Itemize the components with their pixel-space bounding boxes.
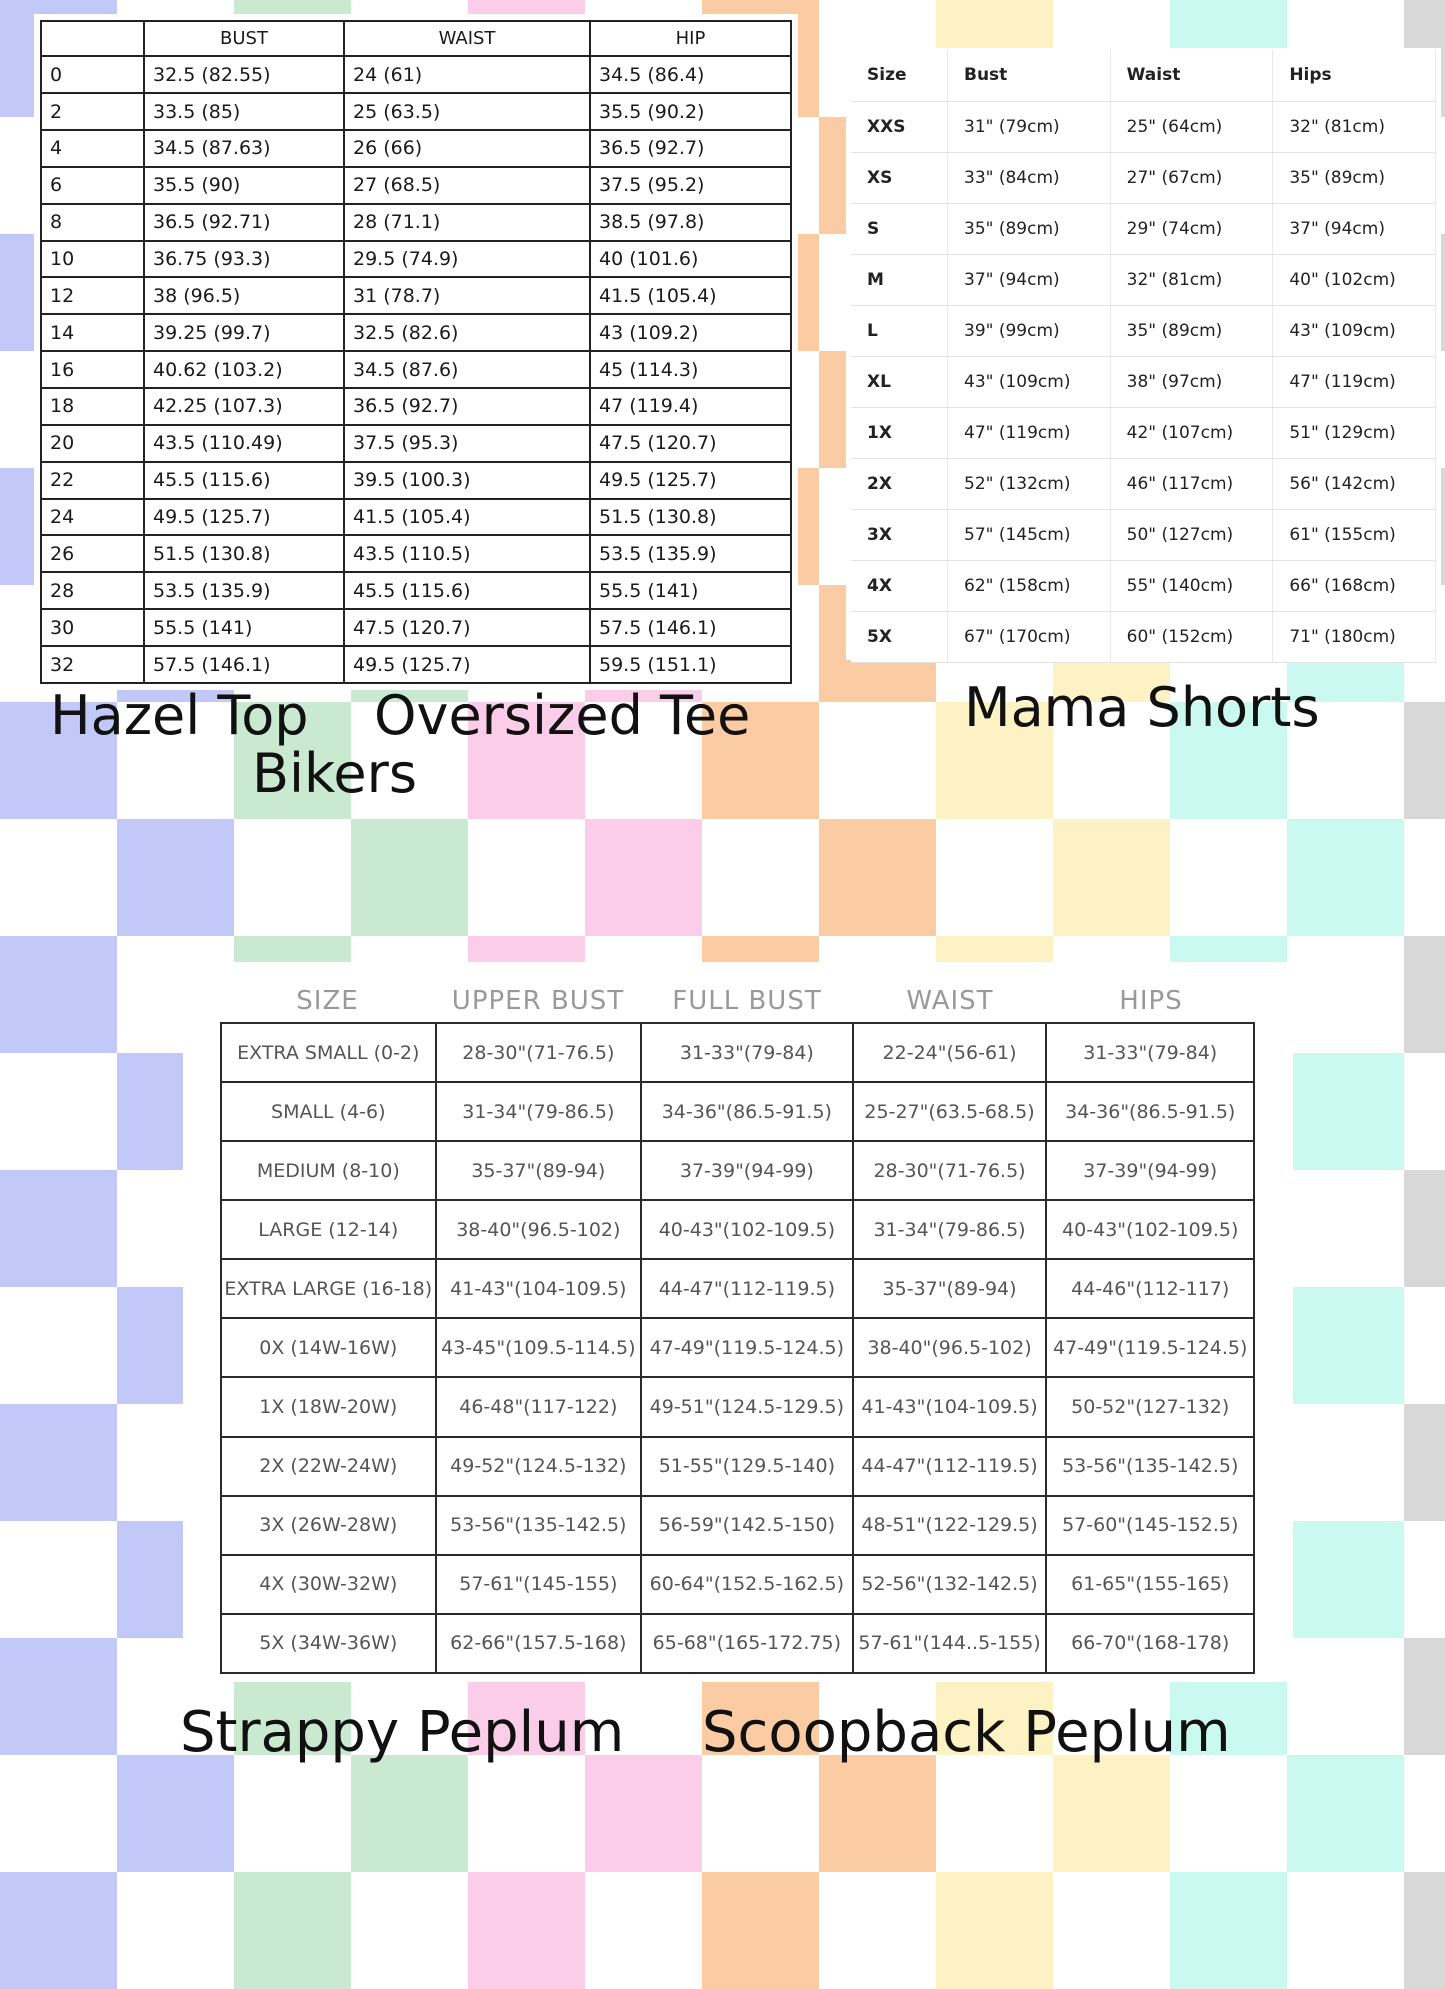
- measurement-cell: 24 (61): [344, 56, 590, 93]
- table-row: [41, 167, 791, 204]
- measurement-cell: 38-40"(96.5-102): [853, 1318, 1047, 1377]
- measurement-cell: 41.5 (105.4): [590, 277, 791, 314]
- measurement-cell: 53-56"(135-142.5): [1046, 1437, 1254, 1496]
- size-cell: 30: [41, 609, 144, 646]
- column-header: Waist: [1110, 50, 1273, 101]
- table-row: [41, 609, 791, 646]
- table-row: [851, 305, 1436, 356]
- measurement-cell: 51" (129cm): [1273, 407, 1436, 458]
- measurement-cell: 47" (119cm): [1273, 356, 1436, 407]
- measurement-cell: 53-56"(135-142.5): [436, 1496, 642, 1555]
- table-row: [41, 93, 791, 130]
- measurement-cell: 42.25 (107.3): [144, 388, 344, 425]
- measurement-cell: 37" (94cm): [1273, 203, 1436, 254]
- column-header: HIPS: [1119, 986, 1183, 1016]
- measurement-cell: 35-37"(89-94): [436, 1141, 642, 1200]
- table-row: [851, 101, 1436, 152]
- measurement-cell: 39" (99cm): [948, 305, 1111, 356]
- measurement-cell: 41.5 (105.4): [344, 499, 590, 536]
- size-cell: XXS: [851, 101, 948, 152]
- table-row: [221, 1318, 1254, 1377]
- table-row: [851, 203, 1436, 254]
- checker-cell: [0, 1872, 117, 1989]
- measurement-cell: 38" (97cm): [1110, 356, 1273, 407]
- checker-cell: [1404, 1638, 1445, 1755]
- measurement-cell: 65-68"(165-172.75): [641, 1614, 853, 1673]
- measurement-cell: 42" (107cm): [1110, 407, 1273, 458]
- measurement-cell: 40.62 (103.2): [144, 351, 344, 388]
- measurement-cell: 38 (96.5): [144, 277, 344, 314]
- measurement-cell: 57-61"(145-155): [436, 1555, 642, 1614]
- measurement-cell: 32.5 (82.6): [344, 314, 590, 351]
- measurement-cell: 49.5 (125.7): [144, 499, 344, 536]
- column-header: UPPER BUST: [451, 986, 625, 1016]
- checker-cell: [351, 819, 468, 936]
- checker-cell: [1404, 1170, 1445, 1287]
- table-row: [851, 152, 1436, 203]
- measurement-cell: 55" (140cm): [1110, 560, 1273, 611]
- measurement-cell: 45.5 (115.6): [344, 572, 590, 609]
- checker-cell: [1404, 702, 1445, 819]
- measurement-cell: 34.5 (87.63): [144, 130, 344, 167]
- size-cell: 22: [41, 462, 144, 499]
- size-cell: 4: [41, 130, 144, 167]
- measurement-cell: 44-47"(112-119.5): [641, 1259, 853, 1318]
- checker-cell: [234, 1872, 351, 1989]
- measurement-cell: 55.5 (141): [144, 609, 344, 646]
- measurement-cell: 49-52"(124.5-132): [436, 1437, 642, 1496]
- checker-cell: [936, 1872, 1053, 1989]
- size-cell: 2: [41, 93, 144, 130]
- measurement-cell: 43-45"(109.5-114.5): [436, 1318, 642, 1377]
- checker-cell: [1287, 1755, 1404, 1872]
- measurement-cell: 25" (64cm): [1110, 101, 1273, 152]
- measurement-cell: 57.5 (146.1): [144, 646, 344, 683]
- measurement-cell: 43.5 (110.49): [144, 425, 344, 462]
- checker-cell: [1404, 1872, 1445, 1989]
- measurement-cell: 35" (89cm): [948, 203, 1111, 254]
- size-cell: 16: [41, 351, 144, 388]
- measurement-cell: 22-24"(56-61): [853, 1023, 1047, 1082]
- measurement-cell: 47" (119cm): [948, 407, 1111, 458]
- measurement-cell: 49.5 (125.7): [344, 646, 590, 683]
- measurement-cell: 36.5 (92.7): [344, 388, 590, 425]
- measurement-cell: 31 (78.7): [344, 277, 590, 314]
- checker-cell: [819, 1755, 936, 1872]
- checker-cell: [1287, 819, 1404, 936]
- measurement-cell: 25-27"(63.5-68.5): [853, 1082, 1047, 1141]
- measurement-cell: 66-70"(168-178): [1046, 1614, 1254, 1673]
- column-header: [41, 21, 144, 56]
- column-header: Bust: [948, 50, 1111, 101]
- measurement-cell: 52-56"(132-142.5): [853, 1555, 1047, 1614]
- checker-cell: [117, 1755, 234, 1872]
- bikers-label: Bikers: [252, 742, 417, 805]
- size-cell: 10: [41, 241, 144, 278]
- measurement-cell: 49-51"(124.5-129.5): [641, 1377, 853, 1436]
- table-row: [221, 1555, 1254, 1614]
- size-cell: 4X: [851, 560, 948, 611]
- table-row: [41, 388, 791, 425]
- measurement-cell: 47.5 (120.7): [590, 425, 791, 462]
- measurement-cell: 40 (101.6): [590, 241, 791, 278]
- table-row: [41, 130, 791, 167]
- table-row: [41, 56, 791, 93]
- table-header-row: [41, 21, 791, 56]
- measurement-cell: 29.5 (74.9): [344, 241, 590, 278]
- measurement-cell: 33" (84cm): [948, 152, 1111, 203]
- size-cell: 1X: [851, 407, 948, 458]
- measurement-cell: 48-51"(122-129.5): [853, 1496, 1047, 1555]
- measurement-cell: 46" (117cm): [1110, 458, 1273, 509]
- size-cell: 32: [41, 646, 144, 683]
- table-row: [221, 1614, 1254, 1673]
- column-header: Size: [851, 50, 948, 101]
- checker-cell: [1287, 1521, 1404, 1638]
- size-cell: M: [851, 254, 948, 305]
- measurement-cell: 47-49"(119.5-124.5): [641, 1318, 853, 1377]
- measurement-cell: 45.5 (115.6): [144, 462, 344, 499]
- measurement-cell: 38.5 (97.8): [590, 204, 791, 241]
- checker-cell: [0, 936, 117, 1053]
- measurement-cell: 66" (168cm): [1273, 560, 1436, 611]
- measurement-cell: 53.5 (135.9): [590, 535, 791, 572]
- size-cell: 3X (26W-28W): [221, 1496, 436, 1555]
- measurement-cell: 60-64"(152.5-162.5): [641, 1555, 853, 1614]
- table-row: [851, 560, 1436, 611]
- checker-cell: [0, 1638, 117, 1755]
- size-cell: XL: [851, 356, 948, 407]
- size-cell: 14: [41, 314, 144, 351]
- measurement-cell: 43 (109.2): [590, 314, 791, 351]
- measurement-cell: 31-34"(79-86.5): [853, 1200, 1047, 1259]
- checker-cell: [0, 1404, 117, 1521]
- measurement-cell: 28-30"(71-76.5): [853, 1141, 1047, 1200]
- measurement-cell: 44-46"(112-117): [1046, 1259, 1254, 1318]
- measurement-cell: 57" (145cm): [948, 509, 1111, 560]
- table-row: [221, 1496, 1254, 1555]
- measurement-cell: 38-40"(96.5-102): [436, 1200, 642, 1259]
- table-row: [41, 499, 791, 536]
- measurement-cell: 67" (170cm): [948, 611, 1111, 662]
- checker-cell: [585, 1755, 702, 1872]
- size-cell: 8: [41, 204, 144, 241]
- checker-cell: [468, 1872, 585, 1989]
- measurement-cell: 37-39"(94-99): [1046, 1141, 1254, 1200]
- measurement-cell: 62-66"(157.5-168): [436, 1614, 642, 1673]
- measurement-cell: 34-36"(86.5-91.5): [641, 1082, 853, 1141]
- table-row: [41, 462, 791, 499]
- table-row: [41, 351, 791, 388]
- column-header: Hips: [1273, 50, 1436, 101]
- measurement-cell: 61-65"(155-165): [1046, 1555, 1254, 1614]
- measurement-cell: 25 (63.5): [344, 93, 590, 130]
- size-cell: 12: [41, 277, 144, 314]
- table-row: [221, 1082, 1254, 1141]
- checker-cell: [1053, 819, 1170, 936]
- hazel-top-size-table: [40, 20, 792, 684]
- size-cell: SMALL (4-6): [221, 1082, 436, 1141]
- size-cell: 18: [41, 388, 144, 425]
- column-header: WAIST: [906, 986, 994, 1016]
- measurement-cell: 50-52"(127-132): [1046, 1377, 1254, 1436]
- measurement-cell: 61" (155cm): [1273, 509, 1436, 560]
- measurement-cell: 31-33"(79-84): [1046, 1023, 1254, 1082]
- measurement-cell: 37" (94cm): [948, 254, 1111, 305]
- size-cell: 1X (18W-20W): [221, 1377, 436, 1436]
- measurement-cell: 56-59"(142.5-150): [641, 1496, 853, 1555]
- measurement-cell: 47.5 (120.7): [344, 609, 590, 646]
- checker-cell: [1287, 1287, 1404, 1404]
- checker-cell: [117, 819, 234, 936]
- table-row: [221, 1437, 1254, 1496]
- measurement-cell: 39.25 (99.7): [144, 314, 344, 351]
- measurement-cell: 52" (132cm): [948, 458, 1111, 509]
- checker-cell: [702, 1872, 819, 1989]
- size-cell: 5X (34W-36W): [221, 1614, 436, 1673]
- column-header: WAIST: [344, 21, 590, 56]
- measurement-cell: 43.5 (110.5): [344, 535, 590, 572]
- size-cell: 6: [41, 167, 144, 204]
- mama-shorts-label: Mama Shorts: [964, 676, 1320, 739]
- table-row: [41, 277, 791, 314]
- peplum-size-table: [220, 1022, 1255, 1674]
- size-cell: 3X: [851, 509, 948, 560]
- table-row: [221, 1141, 1254, 1200]
- measurement-cell: 49.5 (125.7): [590, 462, 791, 499]
- table-row: [41, 646, 791, 683]
- size-cell: LARGE (12-14): [221, 1200, 436, 1259]
- size-cell: 4X (30W-32W): [221, 1555, 436, 1614]
- oversized-tee-label: Oversized Tee: [374, 684, 751, 747]
- column-header: HIP: [590, 21, 791, 56]
- checker-cell: [1287, 1053, 1404, 1170]
- measurement-cell: 55.5 (141): [590, 572, 791, 609]
- table-row: [851, 611, 1436, 662]
- size-cell: 20: [41, 425, 144, 462]
- checker-cell: [1170, 1872, 1287, 1989]
- table-row: [851, 407, 1436, 458]
- measurement-cell: 39.5 (100.3): [344, 462, 590, 499]
- measurement-cell: 32.5 (82.55): [144, 56, 344, 93]
- measurement-cell: 31-33"(79-84): [641, 1023, 853, 1082]
- measurement-cell: 40" (102cm): [1273, 254, 1436, 305]
- checker-cell: [819, 819, 936, 936]
- table-row: [41, 572, 791, 609]
- measurement-cell: 37.5 (95.2): [590, 167, 791, 204]
- peplum-table-header: [220, 986, 1255, 1026]
- table-row: [851, 458, 1436, 509]
- measurement-cell: 34.5 (87.6): [344, 351, 590, 388]
- size-cell: S: [851, 203, 948, 254]
- size-cell: 2X: [851, 458, 948, 509]
- table-row: [221, 1259, 1254, 1318]
- measurement-cell: 51.5 (130.8): [144, 535, 344, 572]
- table-row: [221, 1377, 1254, 1436]
- measurement-cell: 36.5 (92.71): [144, 204, 344, 241]
- table-row: [851, 509, 1436, 560]
- size-cell: 5X: [851, 611, 948, 662]
- table-row: [221, 1023, 1254, 1082]
- measurement-cell: 40-43"(102-109.5): [641, 1200, 853, 1259]
- hazel-top-label: Hazel Top: [50, 684, 309, 747]
- measurement-cell: 35" (89cm): [1273, 152, 1436, 203]
- measurement-cell: 57-60"(145-152.5): [1046, 1496, 1254, 1555]
- column-header: BUST: [144, 21, 344, 56]
- size-cell: 24: [41, 499, 144, 536]
- measurement-cell: 31" (79cm): [948, 101, 1111, 152]
- table-row: [221, 1200, 1254, 1259]
- measurement-cell: 59.5 (151.1): [590, 646, 791, 683]
- measurement-cell: 29" (74cm): [1110, 203, 1273, 254]
- measurement-cell: 60" (152cm): [1110, 611, 1273, 662]
- measurement-cell: 33.5 (85): [144, 93, 344, 130]
- table-row: [851, 356, 1436, 407]
- measurement-cell: 71" (180cm): [1273, 611, 1436, 662]
- measurement-cell: 27" (67cm): [1110, 152, 1273, 203]
- measurement-cell: 35.5 (90.2): [590, 93, 791, 130]
- checker-cell: [0, 1170, 117, 1287]
- checker-cell: [585, 819, 702, 936]
- table-row: [41, 204, 791, 241]
- table-row: [41, 425, 791, 462]
- measurement-cell: 27 (68.5): [344, 167, 590, 204]
- strappy-peplum-label: Strappy Peplum: [180, 1700, 625, 1765]
- measurement-cell: 37-39"(94-99): [641, 1141, 853, 1200]
- measurement-cell: 57-61"(144..5-155): [853, 1614, 1047, 1673]
- size-cell: 26: [41, 535, 144, 572]
- measurement-cell: 46-48"(117-122): [436, 1377, 642, 1436]
- measurement-cell: 45 (114.3): [590, 351, 791, 388]
- mama-shorts-size-table: [851, 50, 1436, 663]
- checker-cell: [1404, 1404, 1445, 1521]
- size-cell: EXTRA LARGE (16-18): [221, 1259, 436, 1318]
- measurement-cell: 56" (142cm): [1273, 458, 1436, 509]
- measurement-cell: 35-37"(89-94): [853, 1259, 1047, 1318]
- table-row: [851, 254, 1436, 305]
- measurement-cell: 28 (71.1): [344, 204, 590, 241]
- measurement-cell: 35.5 (90): [144, 167, 344, 204]
- measurement-cell: 28-30"(71-76.5): [436, 1023, 642, 1082]
- measurement-cell: 53.5 (135.9): [144, 572, 344, 609]
- measurement-cell: 34.5 (86.4): [590, 56, 791, 93]
- measurement-cell: 36.75 (93.3): [144, 241, 344, 278]
- measurement-cell: 41-43"(104-109.5): [436, 1259, 642, 1318]
- measurement-cell: 44-47"(112-119.5): [853, 1437, 1047, 1496]
- measurement-cell: 40-43"(102-109.5): [1046, 1200, 1254, 1259]
- checker-cell: [1053, 1755, 1170, 1872]
- measurement-cell: 26 (66): [344, 130, 590, 167]
- measurement-cell: 31-34"(79-86.5): [436, 1082, 642, 1141]
- size-cell: 0X (14W-16W): [221, 1318, 436, 1377]
- column-header: FULL BUST: [672, 986, 822, 1016]
- size-cell: EXTRA SMALL (0-2): [221, 1023, 436, 1082]
- measurement-cell: 32" (81cm): [1110, 254, 1273, 305]
- size-cell: MEDIUM (8-10): [221, 1141, 436, 1200]
- size-cell: 0: [41, 56, 144, 93]
- measurement-cell: 35" (89cm): [1110, 305, 1273, 356]
- checker-cell: [1404, 936, 1445, 1053]
- measurement-cell: 51.5 (130.8): [590, 499, 791, 536]
- measurement-cell: 43" (109cm): [948, 356, 1111, 407]
- size-cell: 2X (22W-24W): [221, 1437, 436, 1496]
- scoopback-peplum-label: Scoopback Peplum: [702, 1700, 1231, 1765]
- measurement-cell: 36.5 (92.7): [590, 130, 791, 167]
- size-cell: L: [851, 305, 948, 356]
- table-row: [41, 241, 791, 278]
- measurement-cell: 34-36"(86.5-91.5): [1046, 1082, 1254, 1141]
- table-row: [41, 314, 791, 351]
- size-cell: XS: [851, 152, 948, 203]
- size-cell: 28: [41, 572, 144, 609]
- measurement-cell: 62" (158cm): [948, 560, 1111, 611]
- measurement-cell: 50" (127cm): [1110, 509, 1273, 560]
- measurement-cell: 41-43"(104-109.5): [853, 1377, 1047, 1436]
- table-header-row: [851, 50, 1436, 101]
- measurement-cell: 32" (81cm): [1273, 101, 1436, 152]
- table-row: [41, 535, 791, 572]
- measurement-cell: 43" (109cm): [1273, 305, 1436, 356]
- measurement-cell: 51-55"(129.5-140): [641, 1437, 853, 1496]
- measurement-cell: 37.5 (95.3): [344, 425, 590, 462]
- measurement-cell: 57.5 (146.1): [590, 609, 791, 646]
- checker-cell: [351, 1755, 468, 1872]
- measurement-cell: 47 (119.4): [590, 388, 791, 425]
- column-header: SIZE: [296, 986, 359, 1016]
- measurement-cell: 47-49"(119.5-124.5): [1046, 1318, 1254, 1377]
